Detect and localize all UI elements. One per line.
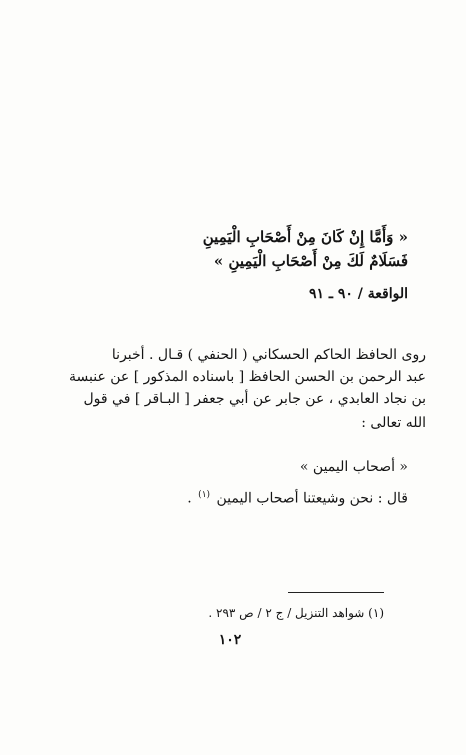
page-number: ١٠٢ [218, 632, 242, 648]
verse-reference: الواقعة / ٩٠ ـ ٩١ [308, 286, 408, 302]
body-line-3: بن نجاد العابدي ، عن جابر عن أبي جعفر [ البـاقر ] في قول [83, 391, 426, 407]
footnote-marker: (١) [198, 490, 211, 500]
answer-text: قال : نحن وشيعتنا أصحاب اليمين [216, 490, 408, 507]
body-line-4: الله تعالى : [361, 415, 426, 431]
body-line-1: روى الحافظ الحاكم الحسكاني ( الحنفي ) قـال . أخبرنا [111, 347, 426, 363]
footnote: (١) شواهد التنزيل / ج ٢ / ص ٢٩٣ . [208, 606, 384, 620]
quoted-phrase: « أصحاب اليمين » [299, 459, 408, 475]
answer-line [187, 484, 408, 510]
footnote-divider [288, 592, 384, 593]
quran-verse-line-2: فَسَلَامٌ لَكَ مِنْ أَصْحَابِ الْيَمِينِ » [213, 252, 408, 270]
quran-verse-line-1: « وَأَمَّا إِنْ كَانَ مِنْ أَصْحَابِ الْيَمِينِ [202, 228, 408, 246]
body-line-2: عبد الرحمن بن الحسن الحافظ [ باسناده المذكور ] عن عنبسة [69, 369, 426, 385]
answer-end: . [187, 490, 192, 507]
